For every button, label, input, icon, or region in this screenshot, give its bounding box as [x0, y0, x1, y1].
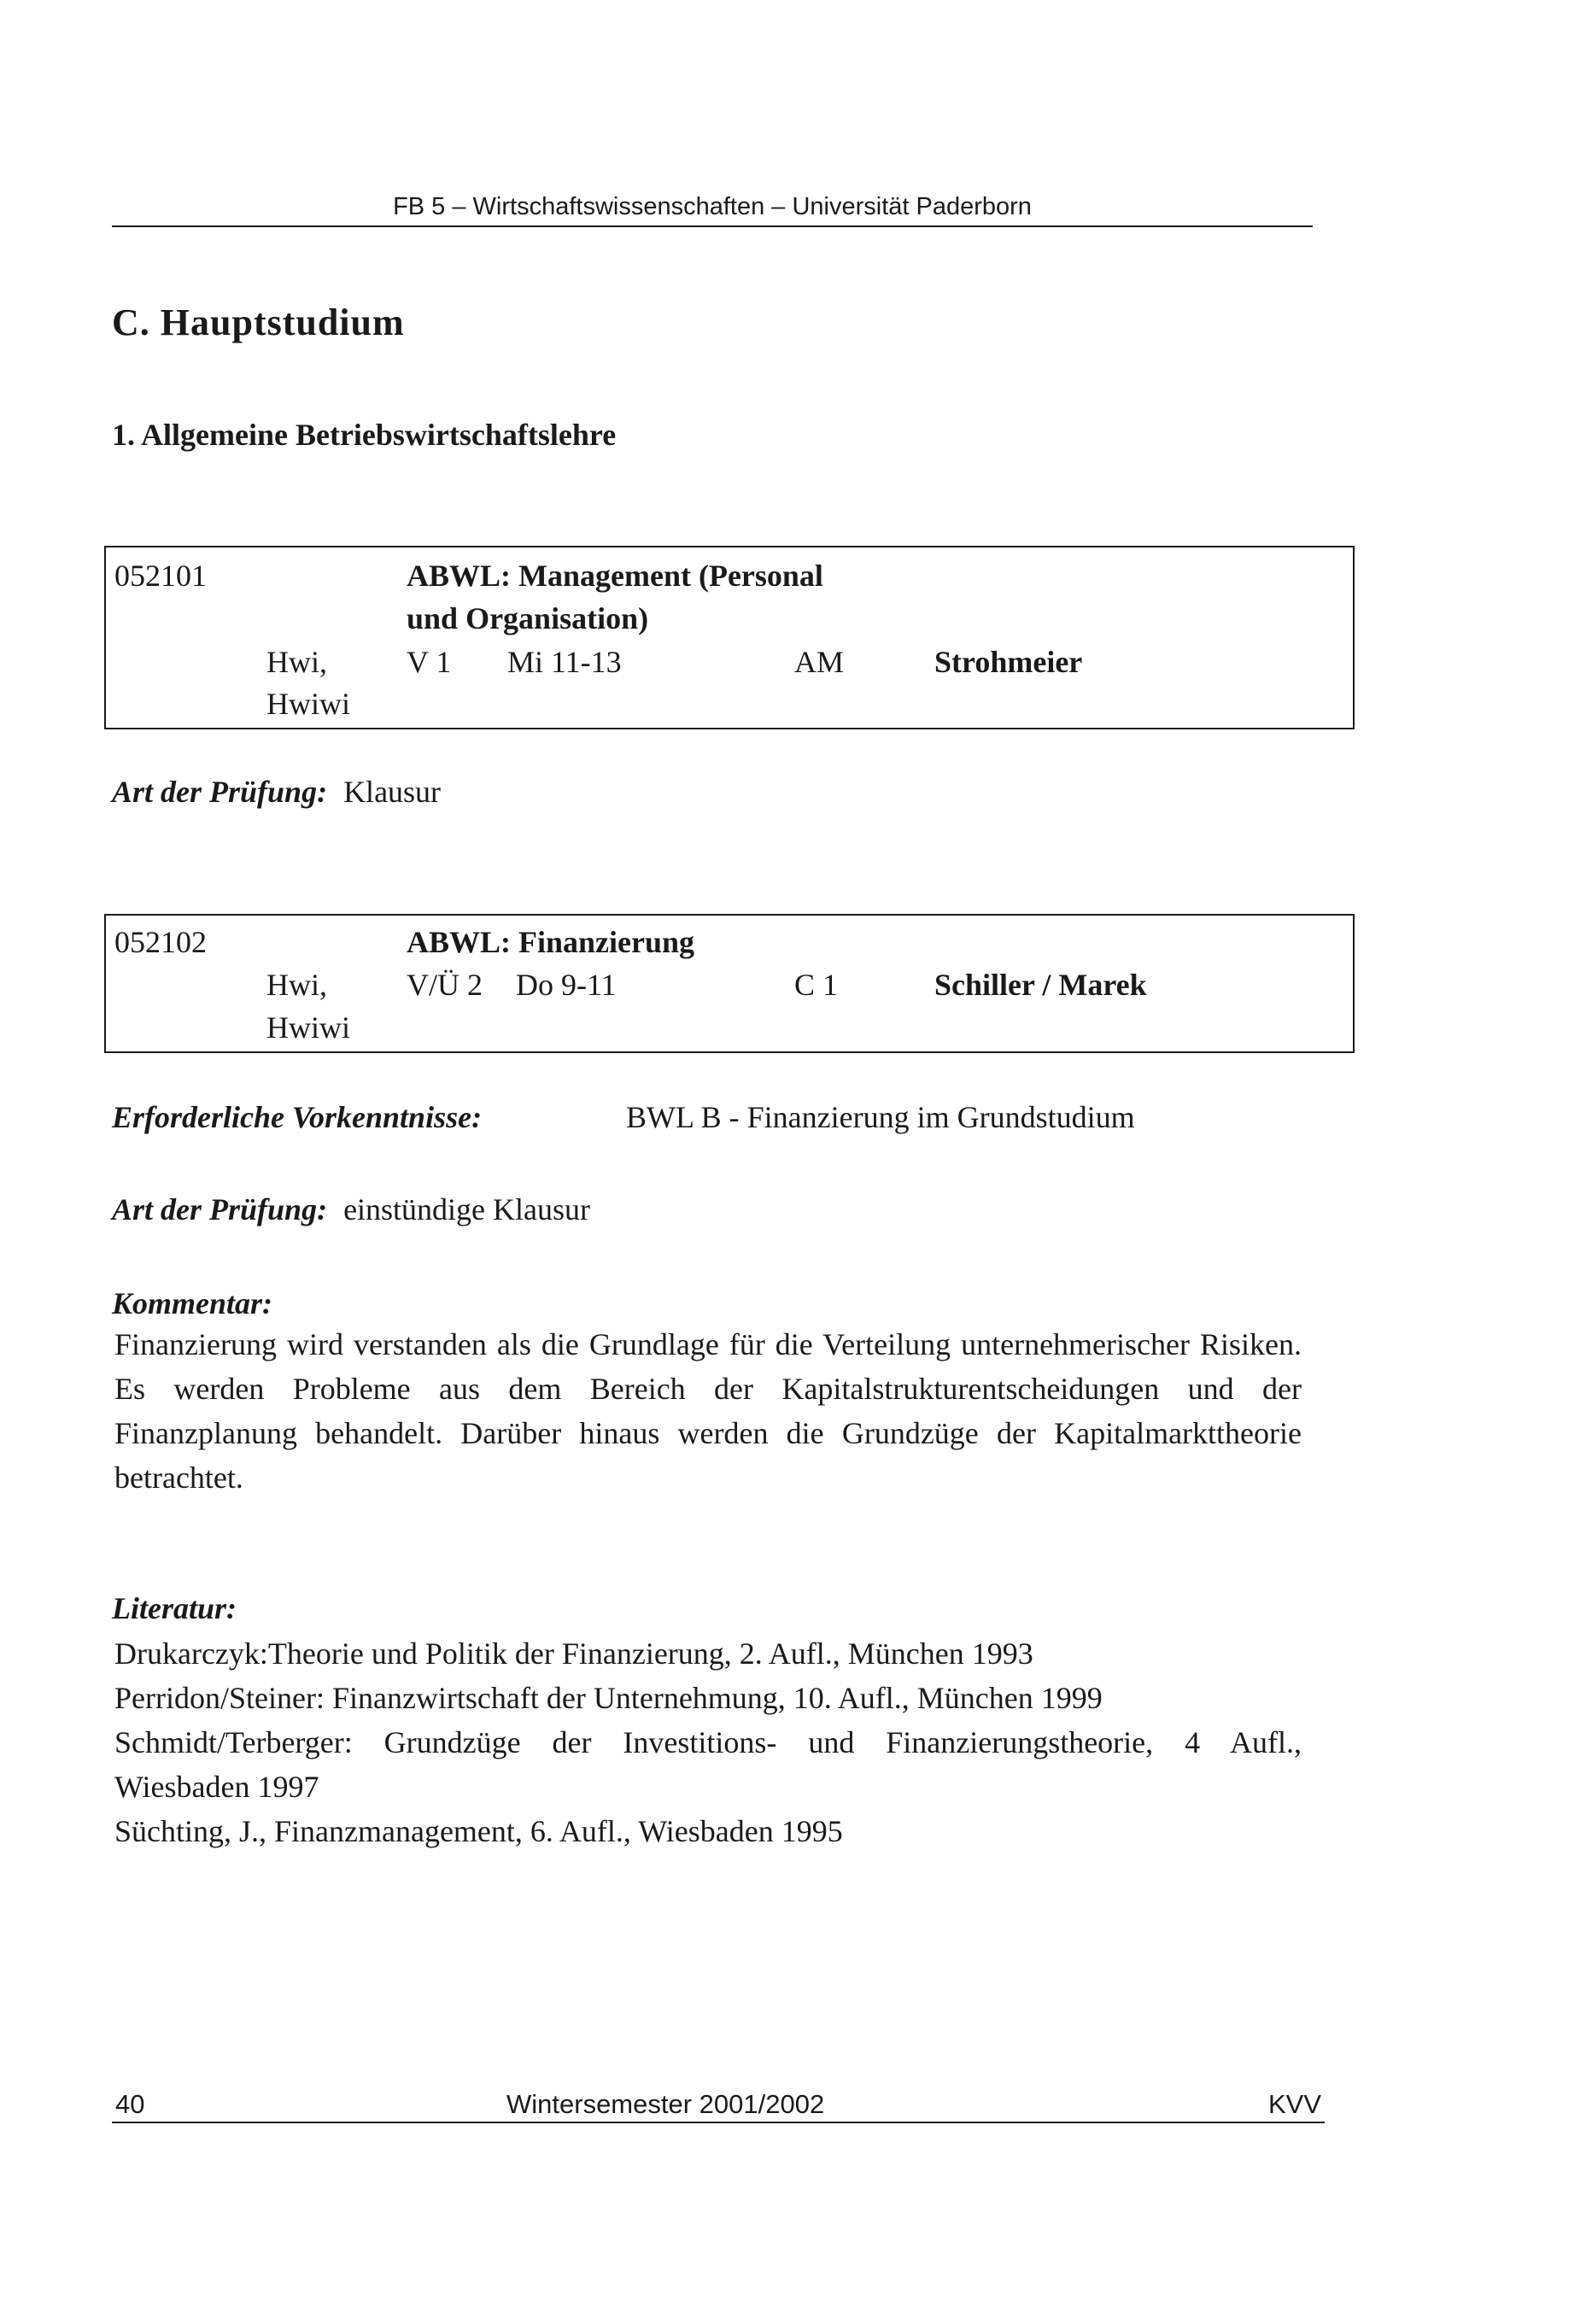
semester-label: Wintersemester 2001/2002	[506, 2089, 825, 2119]
section-title: C. Hauptstudium	[112, 301, 405, 343]
literature-heading	[112, 1590, 237, 1626]
exam-label: Art der Prüfung:	[112, 1192, 328, 1226]
course-audience-line2: Hwiwi	[266, 1010, 350, 1045]
literature-item: Drukarczyk:Theorie und Politik der Finanzierung, 2. Aufl., München 1993	[114, 1636, 1033, 1671]
course-lecturer: Schiller / Marek	[934, 968, 1147, 1002]
course-lecturer: Strohmeier	[934, 645, 1083, 679]
course-audience-line1: Hwi,	[266, 968, 327, 1002]
course-number: 052101	[114, 559, 207, 593]
catalog-abbr: KVV	[1267, 2089, 1321, 2119]
course-audience-line1: Hwi,	[266, 645, 327, 679]
course-box-052102	[104, 914, 1355, 1053]
course-time: Mi 11-13	[507, 645, 622, 679]
prereq-info-052102	[112, 1099, 482, 1135]
literature-list	[114, 1631, 1310, 1853]
exam-value: einstündige Klausur	[343, 1192, 591, 1226]
course-audience-line2: Hwiwi	[266, 687, 350, 721]
page-number: 40	[115, 2089, 145, 2119]
course-title-line2: und Organisation)	[407, 601, 649, 635]
exam-info-052102	[112, 1191, 590, 1227]
exam-label: Art der Prüfung:	[112, 775, 328, 809]
course-room: C 1	[794, 968, 839, 1002]
page-header: FB 5 – Wirtschaftswissenschaften – Universität Paderborn	[112, 190, 1313, 227]
literature-item: Schmidt/Terberger: Grundzüge der Investitions- und Finanzierungstheorie, 4 Aufl.,	[114, 1725, 1302, 1759]
literature-item: Süchting, J., Finanzmanagement, 6. Aufl., Wiesbaden 1995	[114, 1814, 843, 1848]
exam-info-052101	[112, 774, 441, 810]
prereq-value: BWL B - Finanzierung im Grundstudium	[626, 1100, 1135, 1134]
prereq-label: Erforderliche Vorkenntnisse:	[112, 1100, 483, 1134]
comment-label: Kommentar:	[112, 1286, 273, 1320]
literature-label: Literatur:	[112, 1591, 237, 1625]
course-title-line1: ABWL: Finanzierung	[407, 925, 695, 959]
course-type: V 1	[407, 645, 452, 679]
page-footer	[112, 2084, 1325, 2123]
course-title-line1: ABWL: Management (Personal	[407, 559, 823, 593]
course-time: Do 9-11	[516, 968, 617, 1002]
exam-value: Klausur	[343, 775, 442, 809]
literature-item: Wiesbaden 1997	[114, 1770, 319, 1804]
comment-heading	[112, 1285, 272, 1321]
comment-text: Finanzierung wird verstanden als die Grundlage für die Verteilung unternehmerischer Risiken. Es werden Probleme aus dem Bereich der Kapitalstrukturentscheidungen und der Finanzplanung behandelt. Darüber hinaus werden die Grundzüge der Kapitalmarkttheorie betrachtet.	[114, 1327, 1302, 1495]
course-type: V/Ü 2	[407, 968, 483, 1002]
literature-item: Perridon/Steiner: Finanzwirtschaft der Unternehmung, 10. Aufl., München 1999	[114, 1681, 1103, 1715]
course-box-052101	[104, 546, 1355, 729]
course-number: 052102	[114, 925, 207, 959]
subsection-title: 1. Allgemeine Betriebswirtschaftslehre	[112, 418, 617, 452]
course-room: AM	[794, 645, 845, 679]
